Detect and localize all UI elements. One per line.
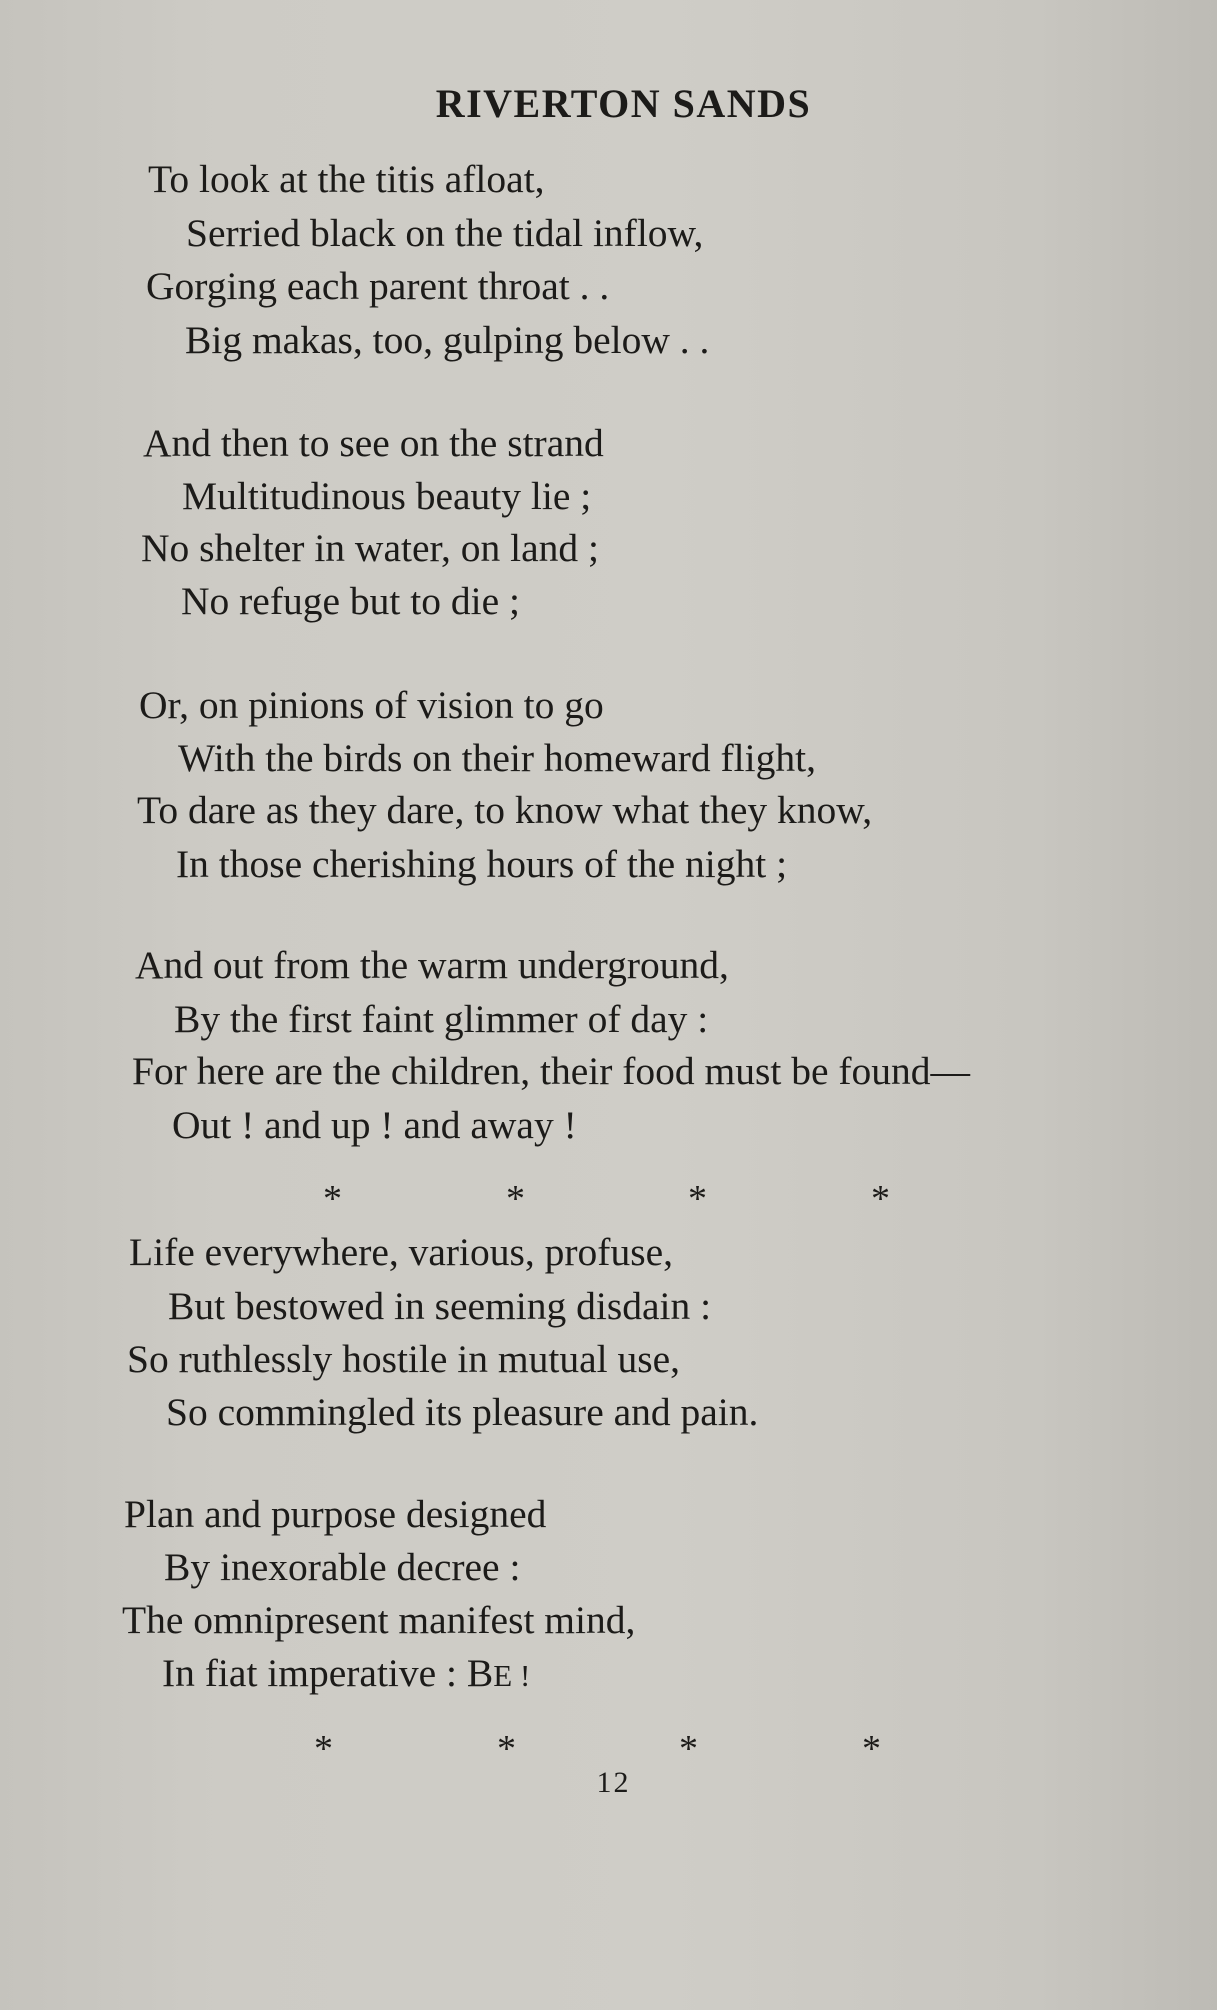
poem-line: In those cherishing hours of the night ;: [176, 842, 788, 886]
divider-asterisk: *: [497, 1728, 516, 1770]
poem-line: Big makas, too, gulping below . .: [185, 318, 710, 362]
poem-line: By inexorable decree :: [164, 1545, 521, 1589]
poem-title: RIVERTON SANDS: [435, 81, 812, 126]
poem-line: Or, on pinions of vision to go: [139, 683, 604, 727]
poem-line: Out ! and up ! and away !: [172, 1103, 577, 1147]
poem-line: [162, 1651, 531, 1695]
poem-line: Plan and purpose designed: [124, 1492, 547, 1536]
divider-asterisk: *: [688, 1178, 707, 1220]
poem-line: Multitudinous beauty lie ;: [182, 474, 592, 518]
poem-line: And out from the warm underground,: [135, 943, 729, 987]
poem-line: Serried black on the tidal inflow,: [186, 211, 704, 255]
poem-line: But bestowed in seeming disdain :: [168, 1284, 712, 1328]
poem-line: Gorging each parent throat . .: [146, 264, 610, 308]
divider-asterisk: *: [323, 1178, 342, 1220]
poem-line: And then to see on the strand: [143, 421, 604, 465]
small-caps-word: BE !: [466, 1651, 531, 1695]
divider-asterisk: *: [314, 1728, 333, 1770]
poem-line: By the first faint glimmer of day :: [174, 997, 709, 1041]
poem-line: The omnipresent manifest mind,: [122, 1598, 636, 1642]
page-number: 12: [596, 1766, 631, 1799]
poem-line: So ruthlessly hostile in mutual use,: [127, 1337, 680, 1381]
poem-line: So commingled its pleasure and pain.: [166, 1390, 759, 1434]
poem-line: Life everywhere, various, profuse,: [129, 1230, 673, 1274]
poem-line-text: In fiat imperative :: [162, 1651, 467, 1695]
divider-asterisk: *: [862, 1728, 881, 1770]
divider-asterisk: *: [871, 1178, 890, 1220]
poem-line: With the birds on their homeward flight,: [178, 736, 816, 780]
poem-line: No refuge but to die ;: [181, 579, 520, 623]
divider-asterisk: *: [506, 1178, 525, 1220]
divider-asterisk: *: [679, 1728, 698, 1770]
poem-line: To dare as they dare, to know what they know,: [137, 788, 873, 832]
poem-line: No shelter in water, on land ;: [141, 526, 600, 570]
poem-line: For here are the children, their food must be found—: [132, 1049, 971, 1093]
poem-line: To look at the titis afloat,: [148, 157, 545, 201]
